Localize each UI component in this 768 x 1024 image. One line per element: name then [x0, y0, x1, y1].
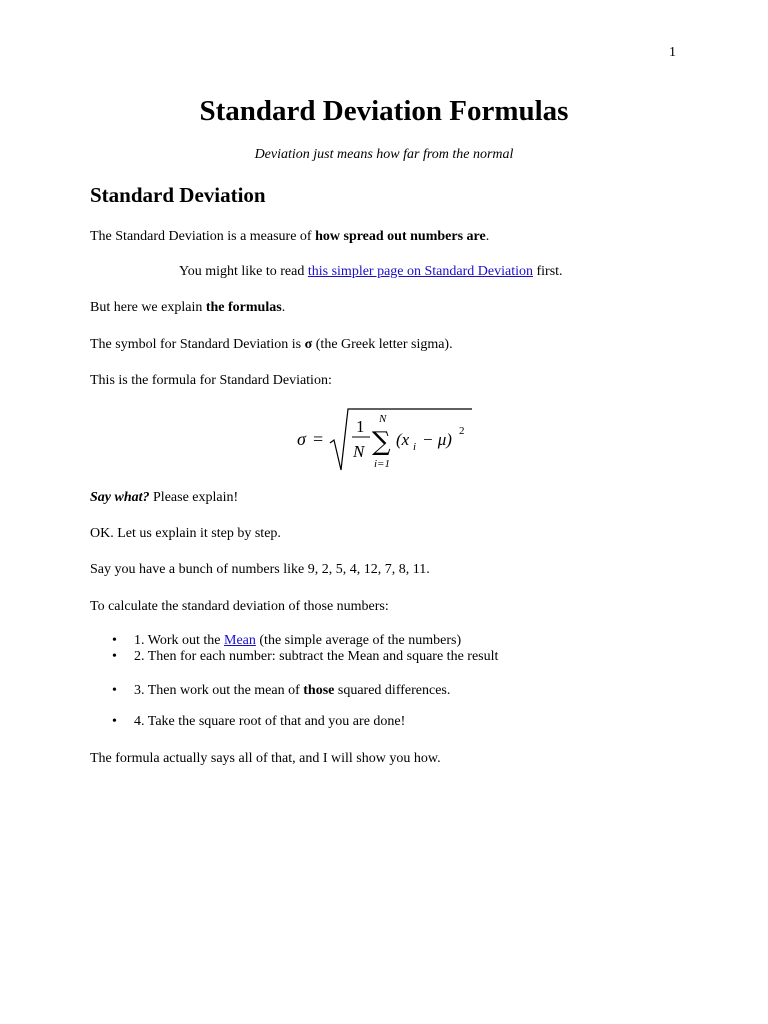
list-item: [112, 633, 498, 649]
step-3-text: 3. Then work out the mean of: [134, 683, 304, 698]
formula-exponent: 2: [459, 425, 465, 437]
bullet-icon: •: [112, 714, 117, 729]
page-subtitle: Deviation just means how far from the normal: [254, 147, 514, 162]
numbers-paragraph: Say you have a bunch of numbers like 9, 2, 5, 4, 12, 7, 8, 11.: [90, 562, 430, 577]
step-1-text: 1. Work out the: [134, 633, 224, 648]
intro-bold: how spread out numbers are: [315, 229, 486, 244]
formula-subscript: i: [413, 441, 417, 453]
list-item: [112, 714, 405, 730]
step-2-text: 2. Then for each number: subtract the Mean and square the result: [134, 649, 499, 664]
step-4-text: 4. Take the square root of that and you are done!: [134, 714, 406, 729]
formula-sum: ∑: [372, 427, 391, 457]
steps-list: [112, 633, 498, 665]
intro-paragraph: [90, 229, 489, 245]
bullet-icon: •: [112, 683, 117, 698]
step-3-bold: those: [303, 683, 335, 698]
closing-paragraph: The formula actually says all of that, and I will show you how.: [90, 751, 441, 766]
explain-text: But here we explain: [90, 300, 206, 315]
explain-paragraph: [90, 300, 285, 316]
bullet-icon: •: [112, 633, 117, 648]
explain-end: .: [281, 300, 286, 315]
step-1-end: (the simple average of the numbers): [255, 633, 462, 648]
mean-link[interactable]: Mean: [224, 633, 256, 648]
formula-numerator: 1: [356, 417, 365, 436]
list-item: [112, 649, 498, 665]
simpler-page-link[interactable]: this simpler page on Standard Deviation: [307, 264, 533, 279]
formula-upper-limit: N: [379, 413, 387, 425]
formula-sigma: σ: [297, 429, 306, 449]
standard-deviation-formula: [296, 405, 476, 475]
formula-minus-mu: − μ): [422, 430, 452, 449]
steps-list-continued: [112, 683, 450, 699]
symbol-end: (the Greek letter sigma).: [312, 337, 453, 352]
page-number: 1: [669, 45, 676, 60]
section-heading: Standard Deviation: [90, 183, 266, 207]
read-more-end: first.: [532, 264, 563, 279]
formula-body: (x: [396, 430, 410, 449]
symbol-paragraph: [90, 337, 453, 353]
formula-equals: =: [313, 429, 324, 449]
explain-bold: the formulas: [205, 300, 282, 315]
read-more-paragraph: [179, 264, 563, 280]
say-what-paragraph: [90, 490, 238, 506]
intro-text: The Standard Deviation is a measure of: [90, 229, 316, 244]
intro-end: .: [485, 229, 490, 244]
bullet-icon: •: [112, 649, 117, 664]
read-more-text: You might like to read: [179, 264, 308, 279]
formula-denominator: N: [353, 442, 365, 461]
steps-list-final: [112, 714, 405, 730]
ok-paragraph: OK. Let us explain it step by step.: [90, 526, 281, 541]
symbol-sigma: σ: [304, 337, 313, 352]
step-3-end: squared differences.: [334, 683, 451, 698]
formula-intro: This is the formula for Standard Deviation:: [90, 373, 332, 388]
list-item: [112, 683, 450, 699]
page-title: Standard Deviation Formulas: [199, 95, 569, 127]
calculate-paragraph: To calculate the standard deviation of those numbers:: [90, 599, 389, 614]
symbol-text: The symbol for Standard Deviation is: [90, 337, 305, 352]
formula-lower-limit: i=1: [374, 458, 390, 470]
say-what-bold: Say what?: [90, 490, 150, 505]
say-what-end: Please explain!: [149, 490, 239, 505]
